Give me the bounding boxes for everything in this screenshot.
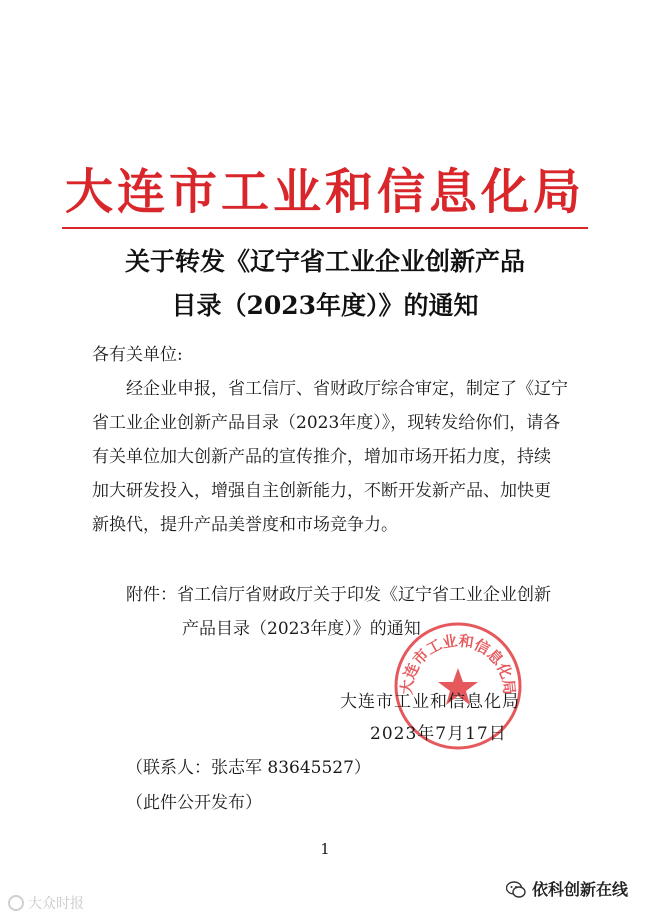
- wechat-icon: [506, 881, 526, 899]
- red-divider-line: [62, 227, 588, 229]
- watermark-left-text: 大众时报: [28, 896, 84, 912]
- attachment-line: 附件：省工信厅省财政厅关于印发《辽宁省工业企业创新: [126, 585, 551, 605]
- body-line: 新换代，提升产品美誉度和市场竞争力。: [92, 515, 398, 535]
- body-line: 加大研发投入，增强自主创新能力，不断开发新产品、加快更: [92, 481, 551, 501]
- disclosure-note: （此件公开发布）: [126, 793, 262, 813]
- attachment-line: 产品目录（2023年度）》的通知: [182, 619, 421, 639]
- watermark-left: [8, 893, 84, 913]
- signature-organization: 大连市工业和信息化局: [340, 692, 520, 712]
- page-number: 1: [320, 840, 330, 858]
- contact-info: （联系人：张志军 83645527）: [126, 758, 371, 778]
- document-title: [0, 240, 650, 328]
- signature-date: 2023年7月17日: [370, 724, 507, 744]
- watermark-right-text: 依科创新在线: [531, 880, 628, 899]
- document-title-line-2: 目录（2023年度）》的通知: [171, 291, 479, 320]
- document-title-line-1: 关于转发《辽宁省工业企业创新产品: [124, 247, 525, 276]
- seal-text: 大连市工业和信息化局: [397, 631, 519, 696]
- watermark-right: [506, 877, 628, 900]
- salutation: 各有关单位:: [92, 345, 183, 365]
- body-line: 省工业企业创新产品目录（2023年度）》，现转发给你们，请各: [92, 413, 561, 433]
- body-line: 有关单位加大创新产品的宣传推介，增加市场开拓力度，持续: [92, 447, 551, 467]
- issuing-authority-header: 大连市工业和信息化局: [64, 164, 585, 220]
- watermark-logo-icon: [8, 895, 24, 911]
- body-line: 经企业申报，省工信厅、省财政厅综合审定，制定了《辽宁: [126, 379, 568, 399]
